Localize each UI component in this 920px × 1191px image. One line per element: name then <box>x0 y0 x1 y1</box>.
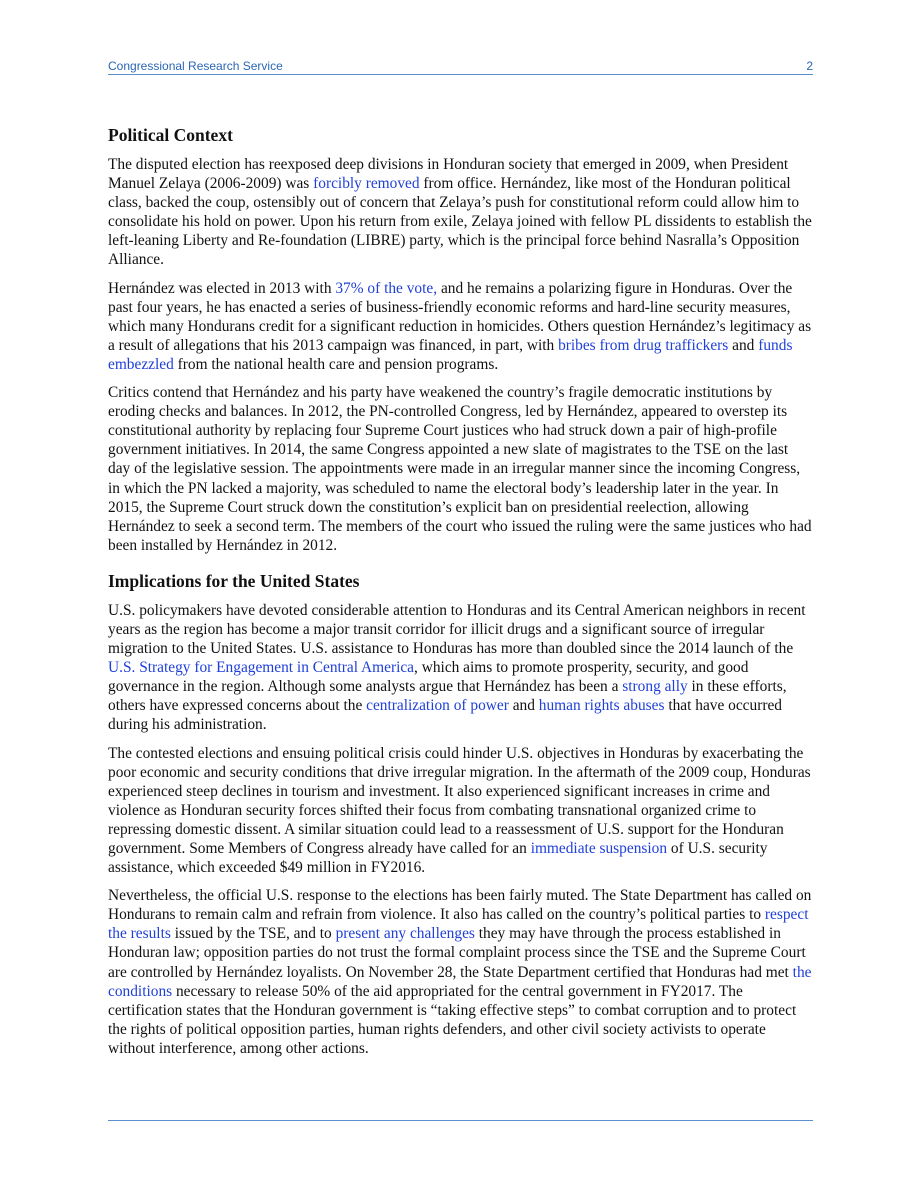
paragraph-text: U.S. policymakers have devoted considerable attention to Honduras and its Central American neighbors in recent years as the region has become a major transit corridor for illicit drugs and a significant source of irregular migration to the United States. U.S. assistance to Honduras has more than doubled since the 2014 launch of the <box>108 601 806 658</box>
header-source: Congressional Research Service <box>108 59 283 73</box>
paragraph-text: they may have through the process established in Honduran law; opposition parties do not trust the formal complaint process since the TSE and the Supreme Court are controlled by Hernández loyalists. On November 28, the State Department certified that Honduras had met <box>108 925 806 981</box>
footer-rule <box>108 1120 813 1121</box>
section-heading-political-context: Political Context <box>108 125 233 145</box>
paragraph-text: issued by the TSE, and to <box>170 925 336 943</box>
paragraph-text: The disputed election has reexposed deep divisions in Honduran society that emerged in 2009, when President Manuel Zelaya (2006-2009) was <box>108 156 789 193</box>
paragraph <box>108 744 814 878</box>
paragraph-text: in these efforts, others have expressed concerns about the <box>108 678 787 715</box>
paragraph-text: and <box>728 336 759 354</box>
paragraph-text: and he remains a polarizing figure in Honduras. Over the past four years, he has enacted a series of business-friendly economic reforms and hard-line security measures, which many Hondurans credit for a significant reduction in homicides. Others question Hernández’s legitimacy as a result of allegations that his 2013 campaign was financed, in part, with <box>108 279 812 354</box>
hyperlink[interactable]: 37% of the vote, <box>335 279 438 297</box>
hyperlink[interactable]: strong ally <box>622 678 688 696</box>
paragraph <box>108 155 814 270</box>
hyperlink[interactable]: the conditions <box>108 963 812 1000</box>
paragraph <box>108 279 814 374</box>
page-number: 2 <box>806 59 813 73</box>
paragraph-text: Nevertheless, the official U.S. response to the elections has been fairly muted. The State Department has called on Hondurans to remain calm and refrain from violence. It also has called on the country’s political parties to <box>108 887 812 924</box>
page-header <box>108 58 813 74</box>
hyperlink[interactable]: funds embezzled <box>108 336 793 373</box>
hyperlink[interactable]: bribes from drug traffickers <box>558 336 729 354</box>
hyperlink[interactable]: immediate suspension <box>530 840 668 857</box>
paragraph-text: of U.S. security assistance, which exceeded $49 million in FY2016. <box>108 840 768 877</box>
section-heading-implications: Implications for the United States <box>108 570 360 591</box>
paragraph-text: and <box>508 697 539 715</box>
header-rule <box>108 74 813 75</box>
paragraph <box>108 601 814 735</box>
hyperlink[interactable]: present any challenges <box>335 925 475 943</box>
paragraph-text: that have occurred during his administration. <box>108 697 782 734</box>
hyperlink[interactable]: U.S. Strategy for Engagement in Central America <box>108 659 415 677</box>
paragraph-text: , which aims to promote prosperity, security, and good governance in the region. Although some analysts argue that Hernández has been a <box>108 659 749 696</box>
hyperlink[interactable]: human rights abuses <box>538 697 665 715</box>
paragraph-text: necessary to release 50% of the aid appropriated for the central government in FY2017. The certification states that the Honduran government is “taking effective steps” to combat corruption and to protect the rights of political opposition parties, human rights defenders, and other civil society activists to operate without interference, among other actions. <box>108 982 797 1057</box>
hyperlink[interactable]: respect the results <box>108 906 809 943</box>
paragraph-text: Critics contend that Hernández and his party have weakened the country’s fragile democratic institutions by eroding checks and balances. In 2012, the PN-controlled Congress, led by Hernández, appeared to overstep its constitutional authority by replacing four Supreme Court justices who had struck down a pair of high-profile government initiatives. In 2014, the same Congress appointed a new slate of magistrates to the TSE on the last day of the legislative session. The appointments were made in an irregular manner since the incoming Congress, in which the PN lacked a majority, was scheduled to name the electoral body’s leadership later in the year. In 2015, the Supreme Court struck down the constitution’s explicit ban on presidential reelection, allowing Hernández to seek a second term. The members of the court who issued the ruling were the same justices who had been installed by Hernández in 2012. <box>108 384 812 554</box>
paragraph-text: from office. Hernández, like most of the Honduran political class, backed the coup, ostensibly out of concern that Zelaya’s push for constitutional reform could allow him to consolidate his hold on power. Upon his return from exile, Zelaya joined with fellow PL dissidents to establish the left-leaning Liberty and Re-foundation (LIBRE) party, which is the principal force behind Nasralla’s Opposition Alliance. <box>108 175 812 269</box>
paragraph-text: The contested elections and ensuing political crisis could hinder U.S. objectives in Honduras by exacerbating the poor economic and security conditions that drive irregular migration. In the aftermath of the 2009 coup, Honduras experienced steep declines in tourism and investment. It also experienced significant increases in crime and violence as Honduran security forces shifted their focus from combating transnational organized crime to repressing domestic dissent. A similar situation could lead to a reassessment of U.S. support for the Honduran government. Some Members of Congress already have called for an <box>108 744 811 857</box>
paragraph <box>108 886 814 1058</box>
document-body <box>108 124 814 1067</box>
hyperlink[interactable]: centralization of power <box>366 697 509 715</box>
paragraph-text: Hernández was elected in 2013 with <box>108 279 336 297</box>
paragraph <box>108 383 814 555</box>
paragraph-text: from the national health care and pension programs. <box>173 355 499 373</box>
hyperlink[interactable]: forcibly removed <box>313 175 420 193</box>
